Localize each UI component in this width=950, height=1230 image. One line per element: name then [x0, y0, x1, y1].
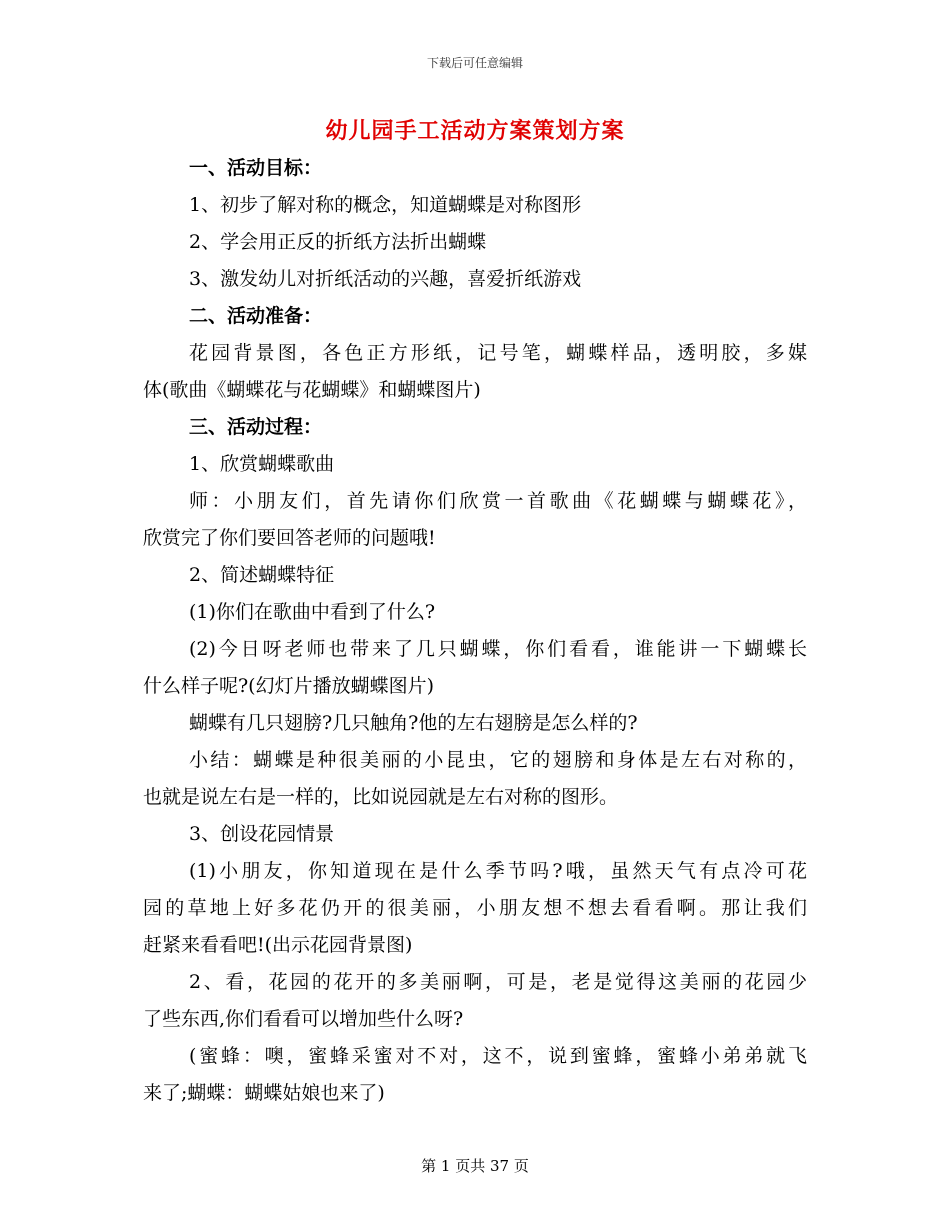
body-line: 欣赏完了你们要回答老师的问题哦!: [143, 527, 436, 549]
body-line: 2、学会用正反的折纸方法折出蝴蝶: [189, 231, 487, 253]
body-line: 体(歌曲《蝴蝶花与花蝴蝶》和蝴蝶图片): [143, 379, 481, 401]
document-body: [143, 150, 807, 1112]
body-line: 了些东西,你们看看可以增加些什么呀?: [143, 1008, 464, 1030]
section-heading: 一、活动目标：: [189, 157, 323, 179]
body-line: 花园背景图，各色正方形纸，记号笔，蝴蝶样品，透明胶，多媒: [189, 342, 807, 364]
body-line: 什么样子呢?(幻灯片播放蝴蝶图片): [143, 675, 435, 697]
document-title: 幼儿园手工活动方案策划方案: [325, 118, 625, 144]
body-line: 2、看，花园的花开的多美丽啊，可是，老是觉得这美丽的花园少: [189, 971, 807, 993]
body-line: 1、欣赏蝴蝶歌曲: [189, 453, 335, 475]
body-line: (蜜蜂：噢，蜜蜂采蜜对不对，这不，说到蜜蜂，蜜蜂小弟弟就飞: [189, 1045, 807, 1067]
body-line: 3、创设花园情景: [189, 823, 335, 845]
body-line: 来了;蝴蝶：蝴蝶姑娘也来了): [143, 1082, 385, 1104]
section-heading: 三、活动过程：: [189, 416, 323, 438]
page-header-note: 下载后可任意编辑: [426, 56, 523, 70]
body-line: 也就是说左右是一样的，比如说园就是左右对称的图形。: [143, 786, 619, 808]
body-line: 园的草地上好多花仍开的很美丽，小朋友想不想去看看啊。那让我们: [143, 897, 807, 919]
body-line: (1)小朋友，你知道现在是什么季节吗?哦，虽然天气有点冷可花: [189, 860, 807, 882]
body-line: 1、初步了解对称的概念，知道蝴蝶是对称图形: [189, 194, 582, 216]
body-line: (1)你们在歌曲中看到了什么?: [189, 601, 436, 623]
body-line: 师：小朋友们，首先请你们欣赏一首歌曲《花蝴蝶与蝴蝶花》，: [189, 490, 807, 512]
body-line: 小结：蝴蝶是种很美丽的小昆虫，它的翅膀和身体是左右对称的，: [189, 749, 807, 771]
body-line: 3、激发幼儿对折纸活动的兴趣，喜爱折纸游戏: [189, 268, 582, 290]
section-heading: 二、活动准备：: [189, 305, 323, 327]
body-line: (2)今日呀老师也带来了几只蝴蝶，你们看看，谁能讲一下蝴蝶长: [189, 638, 807, 660]
body-line: 2、简述蝴蝶特征: [189, 564, 335, 586]
body-line: 赶紧来看看吧!(出示花园背景图): [143, 934, 413, 956]
page-footer: 第 1 页共 37 页: [421, 1157, 529, 1175]
body-line: 蝴蝶有几只翅膀?几只触角?他的左右翅膀是怎么样的?: [189, 712, 638, 734]
